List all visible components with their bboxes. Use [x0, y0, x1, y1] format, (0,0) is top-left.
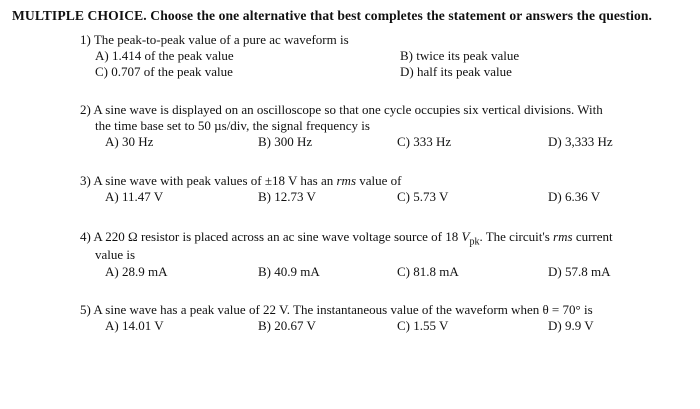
q2-option-a[interactable]: A) 30 Hz	[105, 134, 154, 149]
question-2-stem-line2: the time base set to 50 µs/div, the signal frequency is	[95, 118, 370, 133]
question-4-stem-line2: value is	[95, 247, 136, 262]
question-3-stem-post: value of	[356, 173, 402, 188]
q3-option-c[interactable]: C) 5.73 V	[397, 189, 449, 204]
q5-option-a[interactable]: A) 14.01 V	[105, 318, 164, 333]
voltage-symbol: V	[461, 229, 470, 244]
question-3-stem-pre: 3) A sine wave with peak values of ±18 V has an	[80, 173, 337, 188]
q4-option-a[interactable]: A) 28.9 mA	[105, 264, 168, 279]
q2-option-b[interactable]: B) 300 Hz	[258, 134, 313, 149]
q3-option-d[interactable]: D) 6.36 V	[548, 189, 601, 204]
rms-term: rms	[553, 229, 573, 244]
peak-subscript: pk	[469, 236, 480, 248]
q4-option-c[interactable]: C) 81.8 mA	[397, 264, 459, 279]
q2-option-d[interactable]: D) 3,333 Hz	[548, 134, 613, 149]
q1-option-a[interactable]: A) 1.414 of the peak value	[95, 48, 234, 63]
question-3-stem	[80, 173, 402, 188]
q5-option-d[interactable]: D) 9.9 V	[548, 318, 594, 333]
question-4-stem-line1	[80, 229, 613, 250]
q4-option-d[interactable]: D) 57.8 mA	[548, 264, 611, 279]
question-2-stem-line1: 2) A sine wave is displayed on an oscilloscope so that one cycle occupies six vertical divisions. With	[80, 102, 603, 117]
question-4-stem-pre: 4) A 220 Ω resistor is placed across an ac sine wave voltage source of 18	[80, 229, 462, 244]
q4-option-b[interactable]: B) 40.9 mA	[258, 264, 320, 279]
question-4-stem-post: current	[572, 229, 613, 244]
q1-option-b[interactable]: B) twice its peak value	[400, 48, 520, 63]
q5-option-c[interactable]: C) 1.55 V	[397, 318, 449, 333]
rms-term: rms	[336, 173, 357, 188]
q3-option-a[interactable]: A) 11.47 V	[105, 189, 164, 204]
q1-option-d[interactable]: D) half its peak value	[400, 64, 512, 79]
q5-option-b[interactable]: B) 20.67 V	[258, 318, 316, 333]
q1-option-c[interactable]: C) 0.707 of the peak value	[95, 64, 233, 79]
instructions-header: MULTIPLE CHOICE. Choose the one alternative that best completes the statement or answers the question.	[12, 8, 653, 23]
q3-option-b[interactable]: B) 12.73 V	[258, 189, 316, 204]
question-5-stem: 5) A sine wave has a peak value of 22 V. The instantaneous value of the waveform when θ = 70° is	[80, 302, 593, 317]
question-4-stem-mid: . The circuit's	[479, 229, 554, 244]
question-1-stem: 1) The peak-to-peak value of a pure ac waveform is	[80, 32, 349, 47]
q2-option-c[interactable]: C) 333 Hz	[397, 134, 452, 149]
